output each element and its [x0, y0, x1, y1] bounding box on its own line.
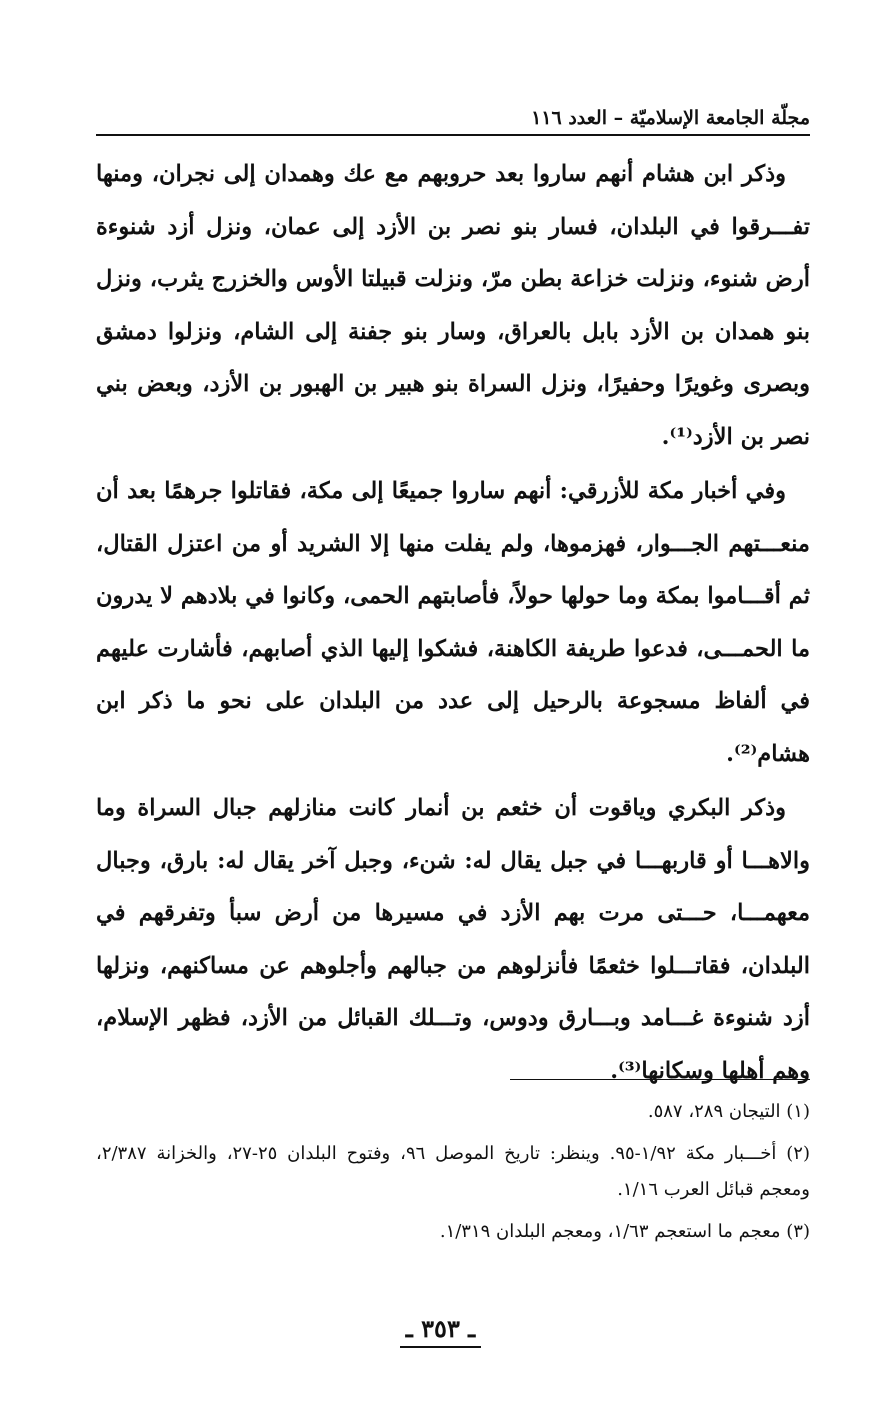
footnotes — [96, 1094, 810, 1256]
journal-title: مجلّة الجامعة الإسلاميّة – العدد ١١٦ — [531, 107, 810, 129]
main-text — [96, 148, 810, 1099]
page-number — [0, 1313, 881, 1348]
running-header — [96, 104, 810, 136]
footnote-separator — [510, 1079, 810, 1080]
paragraph-bakri-yaqut: وذكر البكري وياقوت أن خثعم بن أنمار كانت منازلهم جبال السراة وما والاهـــا أو قاربهـــا في جبل يقال له: شنء، وجبل آخر يقال له: بارق، وجبال معهمـــا، حـــتى مرت بهم الأزد في مسيرها من أرض سبأ وتفرقهم في البلدان، فقاتـــلوا خثعمًا فأنزلوهم من جبالهم وأجلوهم عن مساكنهم، ونزلها أزد شنوءة غـــامد وبـــارق ودوس، وتـــلك القبائل من الأزد، فظهر الإسلام، وهم أهلها وسكانها⁽³⁾. — [96, 795, 810, 1084]
paragraph-azraqi: وفي أخبار مكة للأزرقي: أنهم ساروا جميعًا إلى مكة، فقاتلوا جرهمًا بعد أن منعـــتهم الجـــوار، فهزموها، ولم يفلت منها إلا الشريد أو من اعتزل القتال، ثم أقـــاموا بمكة وما حولها حولاً، فأصابتهم الحمى، وكانوا في بلادهم لا يدرون ما الحمـــى، فدعوا طريفة الكاهنة، فشكوا إليها الذي أصابهم، فأشارت عليهم في ألفاظ مسجوعة بالرحيل إلى عدد من البلدان على نحو ما ذكر ابن هشام⁽²⁾. — [96, 478, 810, 767]
footnote-2: (٢) أخـــبار مكة ١/٩٢-٩٥. وينظر: تاريخ الموصل ٩٦، وفتوح البلدان ٢٥-٢٧، والخزانة ٢/٣٨٧، ومعجم قبائل العرب ١/١٦. — [96, 1143, 810, 1200]
paragraph-ibn-hisham: وذكر ابن هشام أنهم ساروا بعد حروبهم مع عك وهمدان إلى نجران، ومنها تفـــرقوا في البلدان، فسار بنو نصر بن الأزد إلى عمان، ونزل أزد شنوءة أرض شنوء، ونزلت خزاعة بطن مرّ، ونزلت قبيلتا الأوس والخزرج يثرب، ونزل بنو همدان بن الأزد بابل بالعراق، وسار بنو جفنة إلى الشام، ونزلوا دمشق وبصرى وغويرًا وحفيرًا، ونزل السراة بنو هبير بن الهبور بن الأزد، وبعض بني نصر بن الأزد⁽¹⁾. — [96, 161, 810, 450]
footnote-1: (١) التيجان ٢٨٩، ٥٨٧. — [647, 1101, 810, 1122]
page-number-label: ـ ٣٥٣ ـ — [400, 1313, 481, 1348]
footnote-3: (٣) معجم ما استعجم ١/٦٣، ومعجم البلدان ١/٣١٩. — [439, 1221, 810, 1242]
